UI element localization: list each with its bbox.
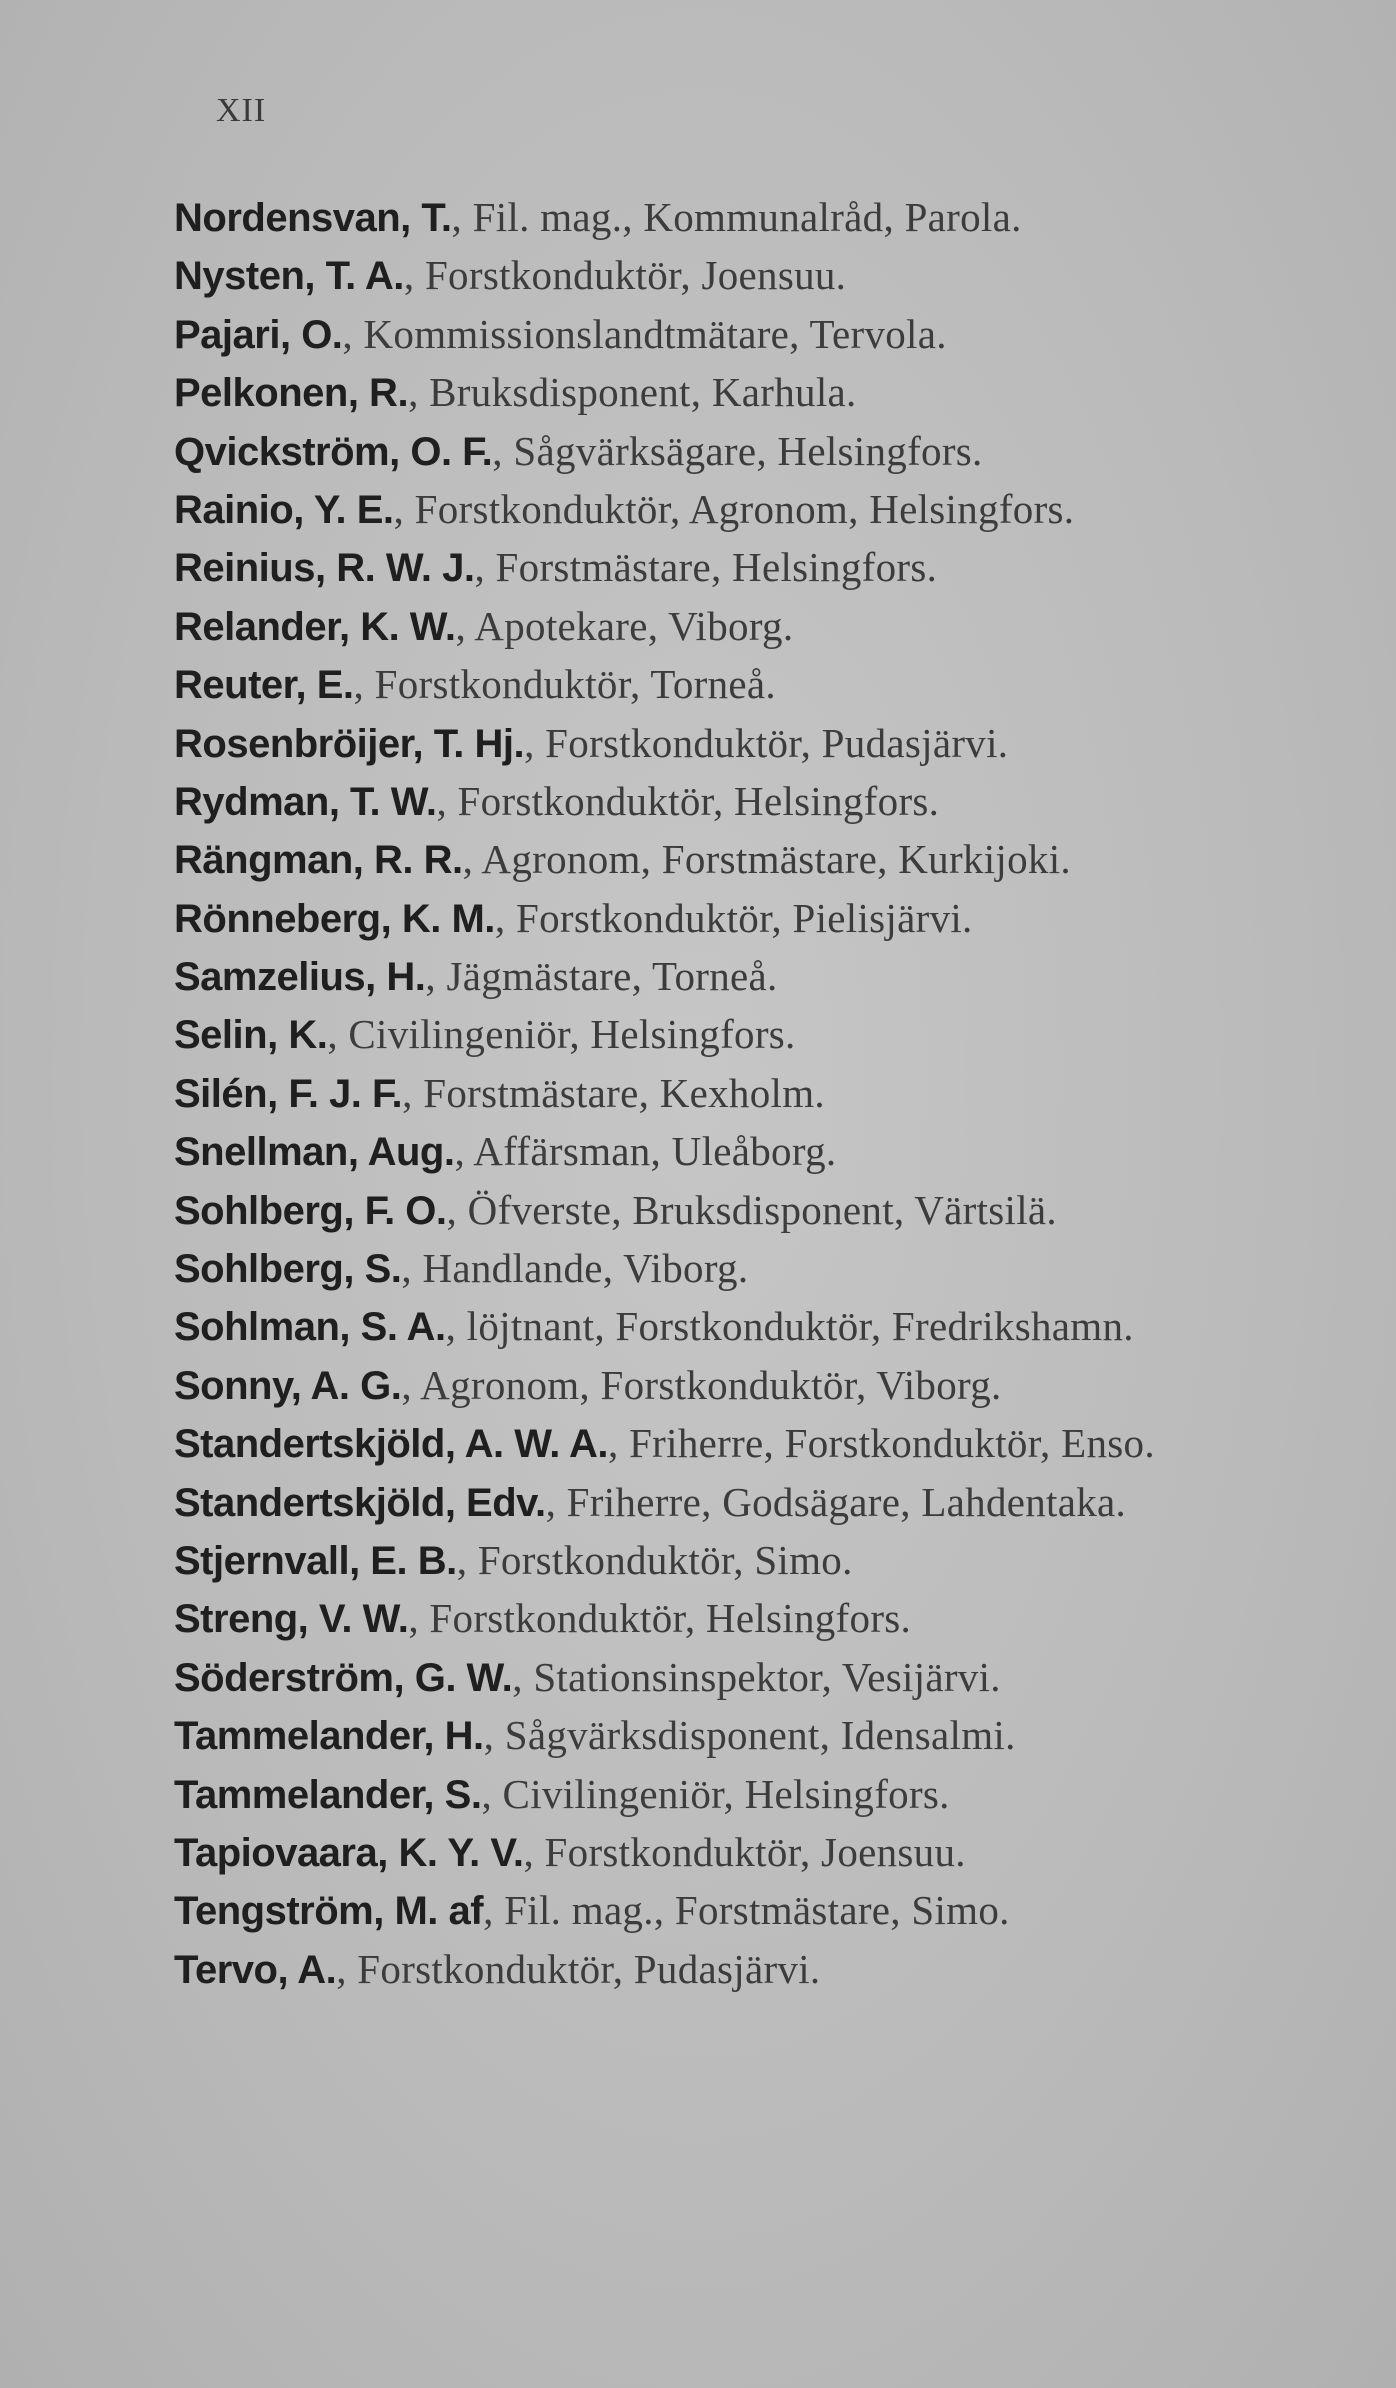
member-name: Reinius, R. W. J. — [174, 546, 475, 591]
member-details: , Forstkonduktör, Joensuu. — [403, 252, 847, 299]
list-item — [174, 1356, 1324, 1414]
list-item — [174, 1122, 1324, 1180]
member-details: , Kommissionslandtmätare, Tervola. — [342, 310, 947, 357]
member-name: Rainio, Y. E. — [174, 487, 394, 532]
member-details: , Forstmästare, Helsingfors. — [474, 544, 938, 591]
member-name: Sohlman, S. A. — [174, 1305, 446, 1350]
member-details: , Forstkonduktör, Joensuu. — [523, 1828, 966, 1875]
list-item — [174, 947, 1324, 1005]
member-details: , Sågvärksägare, Helsingfors. — [492, 427, 983, 474]
member-details: , Bruksdisponent, Karhula. — [408, 369, 857, 416]
member-details: , Fil. mag., Forstmästare, Simo. — [483, 1887, 1010, 1934]
member-details: , Forstkonduktör, Torneå. — [353, 661, 776, 708]
list-item — [174, 1881, 1324, 1939]
list-item — [174, 188, 1324, 246]
member-details: , Öfverste, Bruksdisponent, Värtsilä. — [446, 1186, 1057, 1233]
member-details: , Forstkonduktör, Agronom, Helsingfors. — [393, 485, 1075, 532]
member-details: , Forstkonduktör, Helsingfors. — [408, 1595, 912, 1642]
member-name: Standertskjöld, Edv. — [174, 1480, 546, 1525]
list-item — [174, 1589, 1324, 1647]
member-details: , Affärsman, Uleåborg. — [454, 1128, 837, 1175]
list-item — [174, 1181, 1324, 1239]
member-details: , Jägmästare, Torneå. — [425, 953, 778, 1000]
member-details: , Forstkonduktör, Simo. — [456, 1536, 853, 1583]
list-item — [174, 538, 1324, 596]
list-item — [174, 1531, 1324, 1589]
member-name: Silén, F. J. F. — [174, 1071, 403, 1116]
member-name: Söderström, G. W. — [174, 1655, 513, 1700]
member-details: , Forstmästare, Kexholm. — [402, 1069, 825, 1116]
member-name: Stjernvall, E. B. — [174, 1538, 457, 1583]
member-name: Nysten, T. A. — [174, 254, 404, 299]
member-details: , Friherre, Godsägare, Lahdentaka. — [545, 1478, 1127, 1525]
member-details: , Forstkonduktör, Pielisjärvi. — [494, 894, 973, 941]
member-details: , Stationsinspektor, Vesijärvi. — [512, 1653, 1001, 1700]
member-details: , Forstkonduktör, Pudasjärvi. — [524, 719, 1009, 766]
page-number: XII — [216, 92, 267, 129]
member-name: Relander, K. W. — [174, 604, 456, 649]
list-item — [174, 1648, 1324, 1706]
list-item — [174, 1005, 1324, 1063]
member-name: Tervo, A. — [174, 1947, 337, 1992]
member-details: , Agronom, Forstmästare, Kurkijoki. — [462, 836, 1071, 883]
member-name: Qvickström, O. F. — [174, 429, 493, 474]
list-item — [174, 1473, 1324, 1531]
member-name: Rydman, T. W. — [174, 779, 437, 824]
member-name: Tapiovaara, K. Y. V. — [174, 1830, 524, 1875]
member-name: Snellman, Aug. — [174, 1130, 455, 1175]
list-item — [174, 1297, 1324, 1355]
list-item — [174, 480, 1324, 538]
list-item — [174, 1706, 1324, 1764]
member-list — [174, 188, 1324, 1998]
member-name: Reuter, E. — [174, 663, 354, 708]
list-item — [174, 772, 1324, 830]
member-name: Streng, V. W. — [174, 1597, 409, 1642]
member-name: Rängman, R. R. — [174, 838, 463, 883]
list-item — [174, 1239, 1324, 1297]
member-name: Pelkonen, R. — [174, 371, 409, 416]
member-name: Tengström, M. af — [174, 1889, 484, 1934]
member-name: Sohlberg, S. — [174, 1247, 402, 1292]
member-name: Sonny, A. G. — [174, 1363, 402, 1408]
member-details: , Sågvärksdisponent, Idensalmi. — [483, 1712, 1016, 1759]
member-name: Sohlberg, F. O. — [174, 1188, 447, 1233]
list-item — [174, 246, 1324, 304]
member-name: Nordensvan, T. — [174, 196, 452, 240]
member-details: , Agronom, Forstkonduktör, Viborg. — [401, 1361, 1002, 1408]
member-details: , Apotekare, Viborg. — [455, 602, 794, 649]
member-details: , Civilingeniör, Helsingfors. — [327, 1011, 796, 1058]
member-details: , Fil. mag., Kommunalråd, Parola. — [451, 194, 1022, 240]
member-name: Rönneberg, K. M. — [174, 896, 495, 941]
member-details: , Handlande, Viborg. — [401, 1245, 749, 1292]
list-item — [174, 714, 1324, 772]
list-item — [174, 305, 1324, 363]
member-name: Pajari, O. — [174, 312, 343, 357]
list-item — [174, 1940, 1324, 1998]
member-name: Standertskjöld, A. W. A. — [174, 1422, 608, 1467]
member-name: Tammelander, S. — [174, 1772, 482, 1817]
list-item — [174, 1064, 1324, 1122]
list-item — [174, 422, 1324, 480]
list-item — [174, 1414, 1324, 1472]
member-name: Selin, K. — [174, 1013, 328, 1058]
list-item — [174, 889, 1324, 947]
member-name: Tammelander, H. — [174, 1714, 484, 1759]
member-details: , löjtnant, Forstkonduktör, Fredrikshamn. — [445, 1303, 1134, 1350]
member-details: , Forstkonduktör, Pudasjärvi. — [336, 1945, 821, 1992]
member-name: Rosenbröijer, T. Hj. — [174, 721, 525, 766]
member-details: , Forstkonduktör, Helsingfors. — [436, 777, 940, 824]
member-details: , Friherre, Forstkonduktör, Enso. — [607, 1420, 1155, 1467]
list-item — [174, 597, 1324, 655]
list-item — [174, 655, 1324, 713]
member-details: , Civilingeniör, Helsingfors. — [481, 1770, 950, 1817]
list-item — [174, 830, 1324, 888]
list-item — [174, 1823, 1324, 1881]
list-item — [174, 363, 1324, 421]
member-name: Samzelius, H. — [174, 955, 426, 1000]
list-item — [174, 1765, 1324, 1823]
